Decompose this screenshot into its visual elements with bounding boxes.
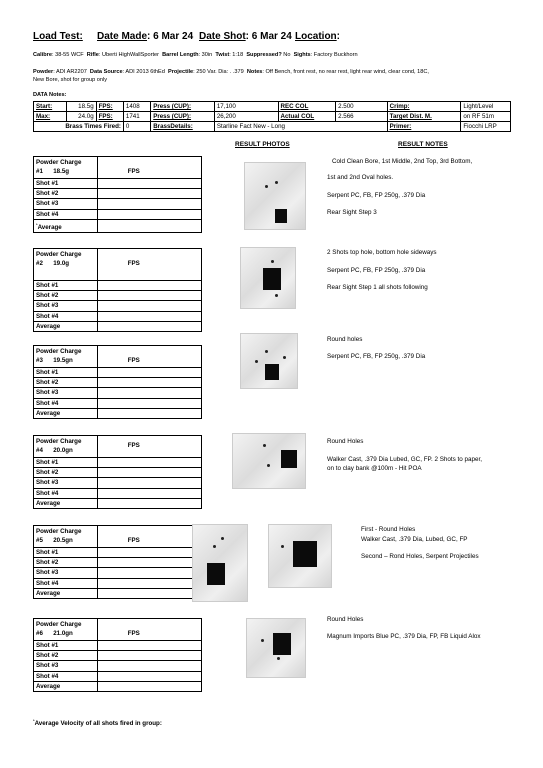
table-row bbox=[34, 189, 202, 199]
shot-label: Shot #4 bbox=[34, 488, 98, 498]
table-row bbox=[34, 321, 202, 331]
note-line: on to clay bank @100m - Hit POA bbox=[327, 465, 422, 472]
shot-value bbox=[97, 458, 201, 468]
shot-value bbox=[97, 189, 201, 199]
shot-label: Shot #1 bbox=[34, 368, 98, 378]
footer-note: *Average Velocity of all shots fired in group: bbox=[33, 718, 162, 728]
note-line: Magnum Imports Blue PC, .379 Dia, FP, FB Liquid Alox bbox=[327, 633, 481, 640]
table-cell: Starline Fact New - Long bbox=[214, 122, 387, 132]
note-line: Walker Cast, .379 Dia, Lubed, GC, FP bbox=[361, 536, 468, 543]
table-row bbox=[34, 526, 202, 548]
shot-label: Shot #1 bbox=[34, 281, 98, 291]
table-row bbox=[34, 368, 202, 378]
shot-label: Shot #1 bbox=[34, 458, 98, 468]
shot-value bbox=[97, 568, 201, 578]
bullet-hole bbox=[275, 181, 278, 184]
shot-label: Shot #3 bbox=[34, 478, 98, 488]
average-value bbox=[97, 321, 201, 331]
table-row bbox=[34, 661, 202, 671]
table-row bbox=[34, 388, 202, 398]
table-row bbox=[34, 311, 202, 321]
group-4-table bbox=[33, 435, 202, 509]
table-cell: FPS: bbox=[96, 112, 123, 122]
bullet-hole bbox=[281, 545, 284, 548]
shot-label: Shot #2 bbox=[34, 378, 98, 388]
table-cell: Fiocchi LRP bbox=[461, 122, 511, 132]
group-5-table bbox=[33, 525, 202, 599]
fps-cell: FPS bbox=[97, 619, 201, 641]
average-value bbox=[97, 219, 201, 232]
shot-value bbox=[97, 368, 201, 378]
note-line: Second – Rond Holes, Serpent Projectiles bbox=[361, 553, 479, 560]
table-row bbox=[34, 249, 202, 281]
table-row bbox=[34, 301, 202, 311]
shot-label: Shot #3 bbox=[34, 661, 98, 671]
target-square bbox=[273, 633, 291, 655]
table-row bbox=[34, 408, 202, 418]
shot-value bbox=[97, 661, 201, 671]
group-6-table bbox=[33, 618, 202, 692]
table-row bbox=[34, 281, 202, 291]
table-row bbox=[34, 112, 511, 122]
table-cell: Press (CUP): bbox=[151, 112, 215, 122]
table-row bbox=[34, 468, 202, 478]
fps-cell: FPS bbox=[97, 157, 201, 179]
table-cell: REC COL bbox=[278, 102, 336, 112]
shot-value bbox=[97, 651, 201, 661]
average-label: Average bbox=[34, 321, 98, 331]
table-cell: 2.566 bbox=[336, 112, 388, 122]
table-cell: 2.500 bbox=[336, 102, 388, 112]
shot-label: Shot #2 bbox=[34, 468, 98, 478]
table-row bbox=[34, 651, 202, 661]
powder-charge-cell: Powder Charge #3 19.5gn bbox=[34, 346, 98, 368]
table-cell: 0 bbox=[123, 122, 150, 132]
shot-value bbox=[97, 378, 201, 388]
table-cell: 26,200 bbox=[214, 112, 278, 122]
note-line: Round holes bbox=[327, 336, 363, 343]
target-square bbox=[281, 450, 297, 468]
shot-label: Shot #2 bbox=[34, 189, 98, 199]
average-value bbox=[97, 588, 201, 598]
shot-value bbox=[97, 281, 201, 291]
note-line: Walker Cast, .379 Dia Lubed, GC, FP. 2 Shots to paper, bbox=[327, 456, 483, 463]
bullet-hole bbox=[265, 185, 268, 188]
table-cell: Brass Times Fired: bbox=[34, 122, 124, 132]
table-row bbox=[34, 346, 202, 368]
target-square bbox=[207, 563, 225, 585]
average-value bbox=[97, 681, 201, 691]
table-cell: 24.0g bbox=[67, 112, 96, 122]
table-row bbox=[34, 179, 202, 189]
shot-label: Shot #1 bbox=[34, 548, 98, 558]
header-date-made: Date Made: 6 Mar 24 bbox=[97, 31, 194, 42]
bullet-hole bbox=[275, 294, 278, 297]
table-row bbox=[34, 681, 202, 691]
table-row bbox=[34, 291, 202, 301]
table-cell: Crimp: bbox=[387, 102, 461, 112]
group-1-table bbox=[33, 156, 202, 233]
average-label: Average bbox=[34, 681, 98, 691]
shot-label: Shot #2 bbox=[34, 651, 98, 661]
table-cell: FPS: bbox=[96, 102, 123, 112]
header-date-shot: Date Shot: 6 Mar 24 bbox=[199, 31, 292, 42]
note-line: Round Holes bbox=[327, 438, 364, 445]
rifle-line: Calibre: 38-55 WCF Rifle: Uberti HighWallSporter Barrel Length: 30in Twist: 1:18 Suppressed? No Sights: Factory Buckhorn bbox=[33, 52, 358, 58]
shot-label: Shot #4 bbox=[34, 671, 98, 681]
result-photo-3 bbox=[240, 333, 298, 389]
bullet-hole bbox=[277, 657, 280, 660]
table-cell: 17,100 bbox=[214, 102, 278, 112]
shot-value bbox=[97, 478, 201, 488]
group-3-table bbox=[33, 345, 202, 419]
shot-label: Shot #4 bbox=[34, 578, 98, 588]
average-label: Average bbox=[34, 498, 98, 508]
result-photo-5a bbox=[192, 524, 248, 602]
result-photo-6 bbox=[246, 618, 306, 678]
shot-value bbox=[97, 291, 201, 301]
header-location: Location: bbox=[295, 31, 341, 42]
table-cell: Actual COL bbox=[278, 112, 336, 122]
powder-line: Powder: ADI AR2207 Data Source: ADI 2013 6thEd Projectile: 250 Var. Dia: . .379 Notes: Off Bench, front rest, no rear rest, light rear wind, clear cond, 18C, bbox=[33, 69, 429, 75]
bullet-hole bbox=[255, 360, 258, 363]
note-line: Cold Clean Bore, 1st Middle, 2nd Top, 3rd Bottom, bbox=[332, 158, 473, 165]
shot-value bbox=[97, 199, 201, 209]
powder-charge-cell: Powder Charge #5 20.5gn bbox=[34, 526, 98, 548]
note-line: 2 Shots top hole, bottom hole sideways bbox=[327, 249, 437, 256]
shot-label: Shot #4 bbox=[34, 398, 98, 408]
bullet-hole bbox=[263, 444, 266, 447]
shot-label: Shot #1 bbox=[34, 179, 98, 189]
shot-value bbox=[97, 468, 201, 478]
note-line: Round Holes bbox=[327, 616, 364, 623]
table-row bbox=[34, 488, 202, 498]
table-row bbox=[34, 558, 202, 568]
table-row bbox=[34, 619, 202, 641]
table-row bbox=[34, 209, 202, 219]
shot-label: Shot #3 bbox=[34, 388, 98, 398]
average-label: *Average bbox=[34, 219, 98, 232]
result-notes-heading: RESULT NOTES bbox=[398, 141, 448, 148]
table-cell: 18.5g bbox=[67, 102, 96, 112]
table-row bbox=[34, 641, 202, 651]
shot-value bbox=[97, 558, 201, 568]
target-square bbox=[263, 268, 281, 290]
shot-value bbox=[97, 311, 201, 321]
table-cell: Target Dist. M. bbox=[387, 112, 461, 122]
average-value bbox=[97, 408, 201, 418]
bullet-hole bbox=[213, 545, 216, 548]
bullet-hole bbox=[267, 464, 270, 467]
table-row bbox=[34, 671, 202, 681]
powder-charge-cell: Powder Charge #4 20.0gn bbox=[34, 436, 98, 458]
shot-value bbox=[97, 488, 201, 498]
result-photo-1 bbox=[244, 162, 306, 230]
shot-value bbox=[97, 301, 201, 311]
average-value bbox=[97, 498, 201, 508]
average-label: Average bbox=[34, 408, 98, 418]
load-data-table bbox=[33, 101, 511, 132]
fps-cell: FPS bbox=[97, 436, 201, 458]
bullet-hole bbox=[221, 537, 224, 540]
table-row bbox=[34, 398, 202, 408]
note-line: 1st and 2nd Oval holes. bbox=[327, 174, 394, 181]
header-load-test: Load Test: bbox=[33, 31, 83, 42]
table-cell: Light/Level bbox=[461, 102, 511, 112]
shot-label: Shot #2 bbox=[34, 558, 98, 568]
table-cell: Max: bbox=[34, 112, 67, 122]
bullet-hole bbox=[283, 356, 286, 359]
result-photo-5b bbox=[268, 524, 332, 588]
powder-charge-cell: Powder Charge #2 19.0g bbox=[34, 249, 98, 281]
note-line: Serpent PC, FB, FP 250g, .379 Dia bbox=[327, 267, 426, 274]
note-line: First - Round Holes bbox=[361, 526, 416, 533]
bullet-hole bbox=[265, 350, 268, 353]
table-cell: 1408 bbox=[123, 102, 150, 112]
table-cell: on RF 51m bbox=[461, 112, 511, 122]
table-row bbox=[34, 102, 511, 112]
table-row bbox=[34, 378, 202, 388]
shot-label: Shot #3 bbox=[34, 199, 98, 209]
note-line: Serpent PC, FB, FP 250g, .379 Dia bbox=[327, 353, 426, 360]
table-row bbox=[34, 588, 202, 598]
fps-cell: FPS bbox=[97, 526, 201, 548]
table-row bbox=[34, 498, 202, 508]
bullet-hole bbox=[261, 639, 264, 642]
shot-label: Shot #4 bbox=[34, 311, 98, 321]
shot-value bbox=[97, 548, 201, 558]
shot-label: Shot #3 bbox=[34, 301, 98, 311]
shot-value bbox=[97, 209, 201, 219]
bullet-hole bbox=[271, 260, 274, 263]
table-row bbox=[34, 578, 202, 588]
powder-charge-cell: Powder Charge #1 18.5g bbox=[34, 157, 98, 179]
shot-value bbox=[97, 641, 201, 651]
table-row bbox=[34, 436, 202, 458]
shot-value bbox=[97, 398, 201, 408]
target-square bbox=[293, 541, 317, 567]
result-photo-4 bbox=[232, 433, 306, 489]
fps-cell: FPS bbox=[97, 346, 201, 368]
note-line: Serpent PC, FB, FP 250g, .379 Dia bbox=[327, 192, 426, 199]
target-square bbox=[265, 364, 279, 380]
table-row bbox=[34, 458, 202, 468]
result-photo-2 bbox=[240, 247, 296, 309]
table-cell: 1741 bbox=[123, 112, 150, 122]
shot-value bbox=[97, 179, 201, 189]
shot-value bbox=[97, 578, 201, 588]
group-2-table bbox=[33, 248, 202, 332]
shot-label: Shot #1 bbox=[34, 641, 98, 651]
table-row bbox=[34, 122, 511, 132]
shot-value bbox=[97, 671, 201, 681]
note-line: Rear Sight Step 1 all shots following bbox=[327, 284, 428, 291]
shot-label: Shot #2 bbox=[34, 291, 98, 301]
table-row bbox=[34, 478, 202, 488]
target-square bbox=[275, 209, 287, 223]
note-line: Rear Sight Step 3 bbox=[327, 209, 377, 216]
shot-label: Shot #4 bbox=[34, 209, 98, 219]
fps-cell: FPS bbox=[97, 249, 201, 281]
powder-notes-cont: New Bore, shot for group only bbox=[33, 77, 107, 83]
data-notes-label: DATA Notes: bbox=[33, 92, 67, 98]
shot-label: Shot #3 bbox=[34, 568, 98, 578]
table-cell: BrassDetails: bbox=[151, 122, 215, 132]
table-row bbox=[34, 548, 202, 558]
table-cell: Press (CUP): bbox=[151, 102, 215, 112]
average-label: Average bbox=[34, 588, 98, 598]
powder-charge-cell: Powder Charge #6 21.0gn bbox=[34, 619, 98, 641]
table-row bbox=[34, 568, 202, 578]
table-row bbox=[34, 199, 202, 209]
table-row bbox=[34, 157, 202, 179]
table-row bbox=[34, 219, 202, 232]
table-cell: Start: bbox=[34, 102, 67, 112]
table-cell: Primer: bbox=[387, 122, 461, 132]
shot-value bbox=[97, 388, 201, 398]
result-photos-heading: RESULT PHOTOS bbox=[235, 141, 290, 148]
